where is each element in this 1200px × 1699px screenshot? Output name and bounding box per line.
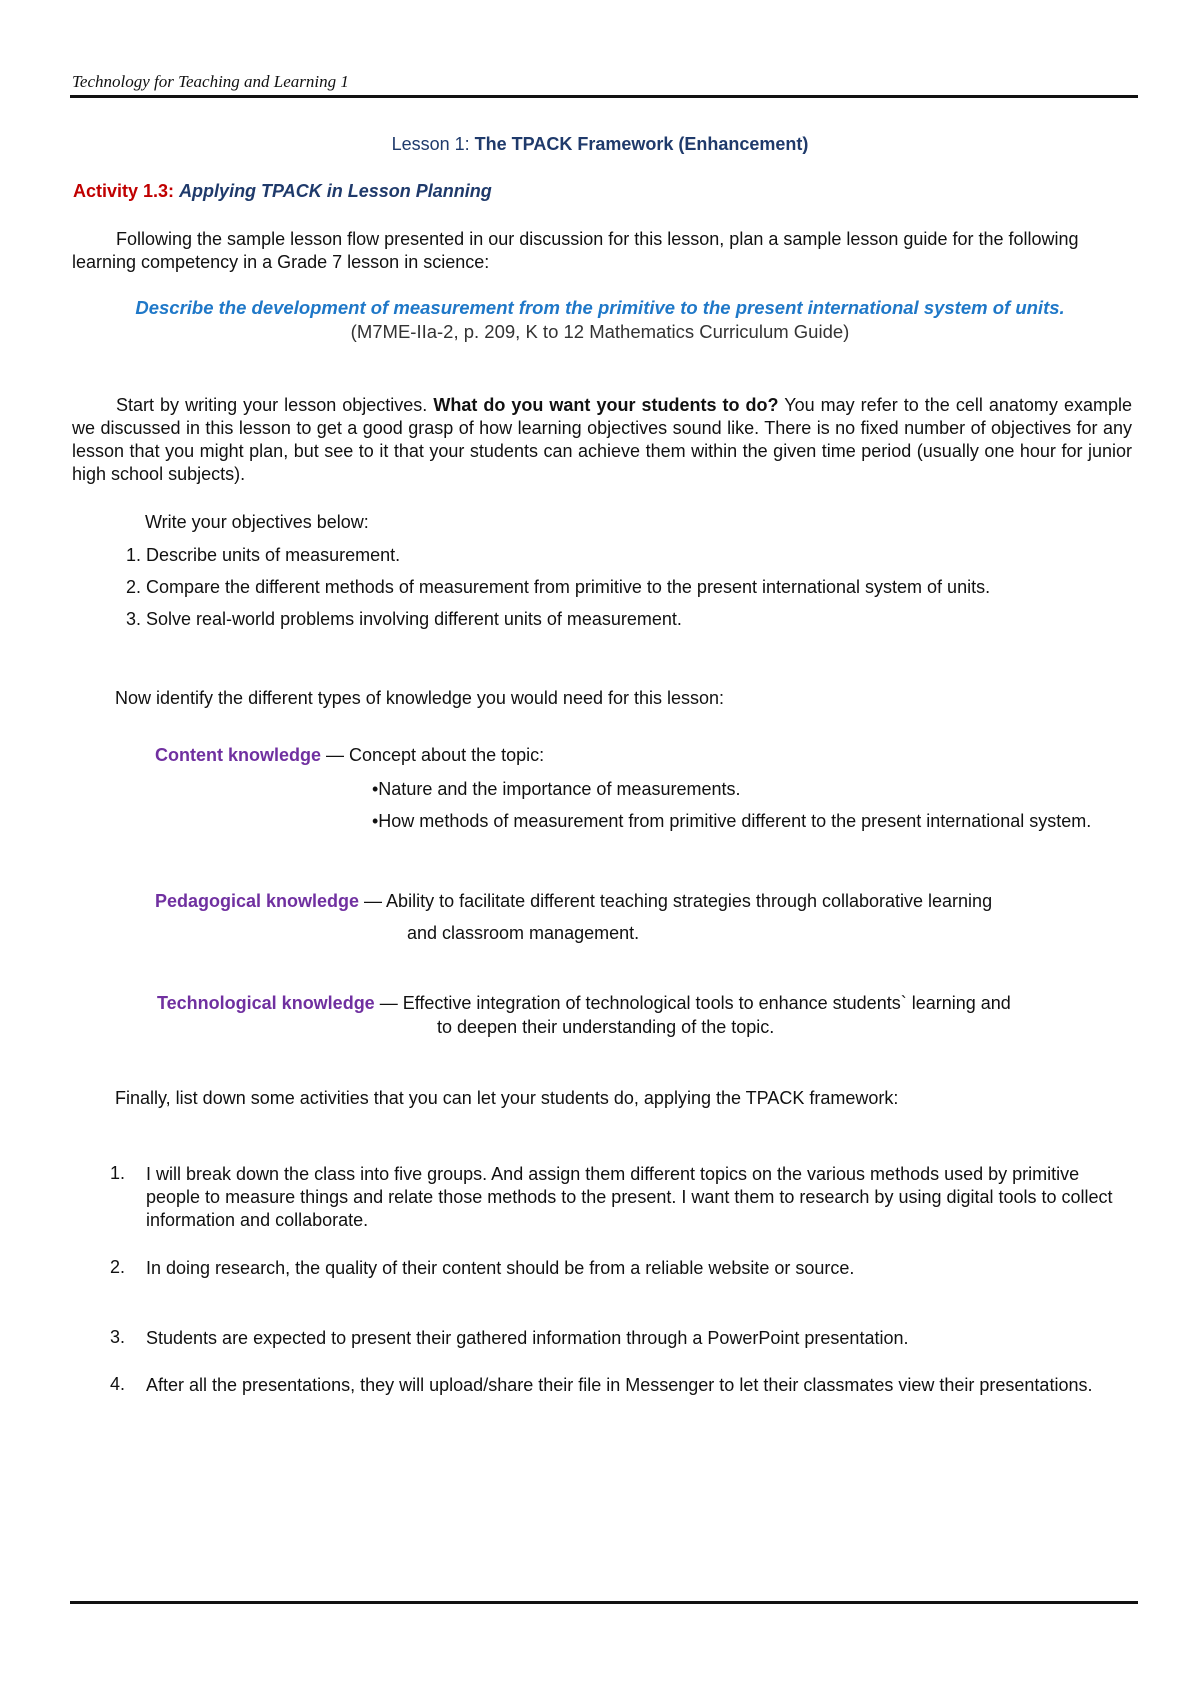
technological-knowledge — [157, 993, 1011, 1014]
activity-number: 1. — [110, 1163, 126, 1183]
activity-item: I will break down the class into five groups. And assign them different topics on the various methods used by primitive people to measure things and relate those methods to the present. I want them to research by using digital tools to collect information and collaborate. — [146, 1164, 1113, 1230]
activity-title: Applying TPACK in Lesson Planning — [179, 181, 492, 201]
pedagogical-knowledge-desc: — Ability to facilitate different teaching strategies through collaborative learning — [359, 891, 993, 911]
lesson-name: The TPACK Framework (Enhancement) — [474, 134, 809, 154]
content-knowledge — [155, 745, 544, 766]
technological-knowledge-desc: — Effective integration of technological tools to enhance students` learning and — [374, 993, 1011, 1013]
pedagogical-knowledge-desc-cont: and classroom management. — [407, 923, 640, 943]
activity-item: In doing research, the quality of their content should be from a reliable website or source. — [146, 1258, 855, 1278]
lesson-title — [0, 134, 1200, 155]
activity-number: 3. — [110, 1327, 126, 1347]
footer-rule — [70, 1601, 1138, 1604]
intro-paragraph: Following the sample lesson flow presented in our discussion for this lesson, plan a sample lesson guide for the following learning competency in a Grade 7 lesson in science: — [72, 229, 1079, 272]
lesson-prefix: Lesson 1: — [391, 134, 475, 154]
pedagogical-knowledge — [155, 891, 992, 912]
pedagogical-knowledge-label: Pedagogical knowledge — [155, 891, 360, 911]
activities-intro: Finally, list down some activities that you can let your students do, applying the TPACK framework: — [115, 1088, 899, 1108]
objectives-lead: Start by writing your lesson objectives. — [116, 395, 434, 415]
technological-knowledge-label: Technological knowledge — [157, 993, 375, 1013]
activity-number: 2. — [110, 1257, 126, 1277]
objectives-label: Write your objectives below: — [145, 512, 369, 532]
activity-item: After all the presentations, they will upload/share their file in Messenger to let their classmates view their presentations. — [146, 1375, 1093, 1395]
content-bullet: •How methods of measurement from primitive different to the present international system. — [372, 811, 1092, 831]
content-bullet: •Nature and the importance of measurements. — [372, 779, 741, 799]
objectives-question: What do you want your students to do? — [433, 395, 779, 415]
objectives-paragraph — [72, 394, 1132, 486]
header-rule — [70, 95, 1138, 98]
competency-citation: (M7ME-IIa-2, p. 209, K to 12 Mathematics Curriculum Guide) — [350, 321, 850, 342]
running-header: Technology for Teaching and Learning 1 — [72, 72, 349, 91]
content-knowledge-label: Content knowledge — [155, 745, 321, 765]
learning-competency: Describe the development of measurement from the primitive to the present international system of units. — [135, 297, 1065, 318]
list-item: 3. Solve real-world problems involving different units of measurement. — [126, 609, 682, 629]
list-item: 2. Compare the different methods of measurement from primitive to the present international system of units. — [126, 577, 991, 597]
activity-number: Activity 1.3: — [73, 181, 175, 201]
activity-heading — [73, 181, 492, 202]
knowledge-intro: Now identify the different types of knowledge you would need for this lesson: — [115, 688, 725, 708]
list-item: 1. Describe units of measurement. — [126, 545, 401, 565]
activity-item: Students are expected to present their gathered information through a PowerPoint presentation. — [146, 1328, 909, 1348]
activity-number: 4. — [110, 1374, 126, 1394]
content-knowledge-desc: — Concept about the topic: — [321, 745, 545, 765]
objectives-rest: You may refer to the cell anatomy example we discussed in this lesson to get a good grasp of how learning objectives sound like. There is no fixed number of objectives for any lesson that you might plan, but see to it that your students can achieve them within the given time period (usually one hour for junior high school subjects). — [72, 395, 1132, 484]
technological-knowledge-desc-cont: to deepen their understanding of the topic. — [437, 1017, 775, 1037]
objectives-list — [126, 539, 990, 635]
